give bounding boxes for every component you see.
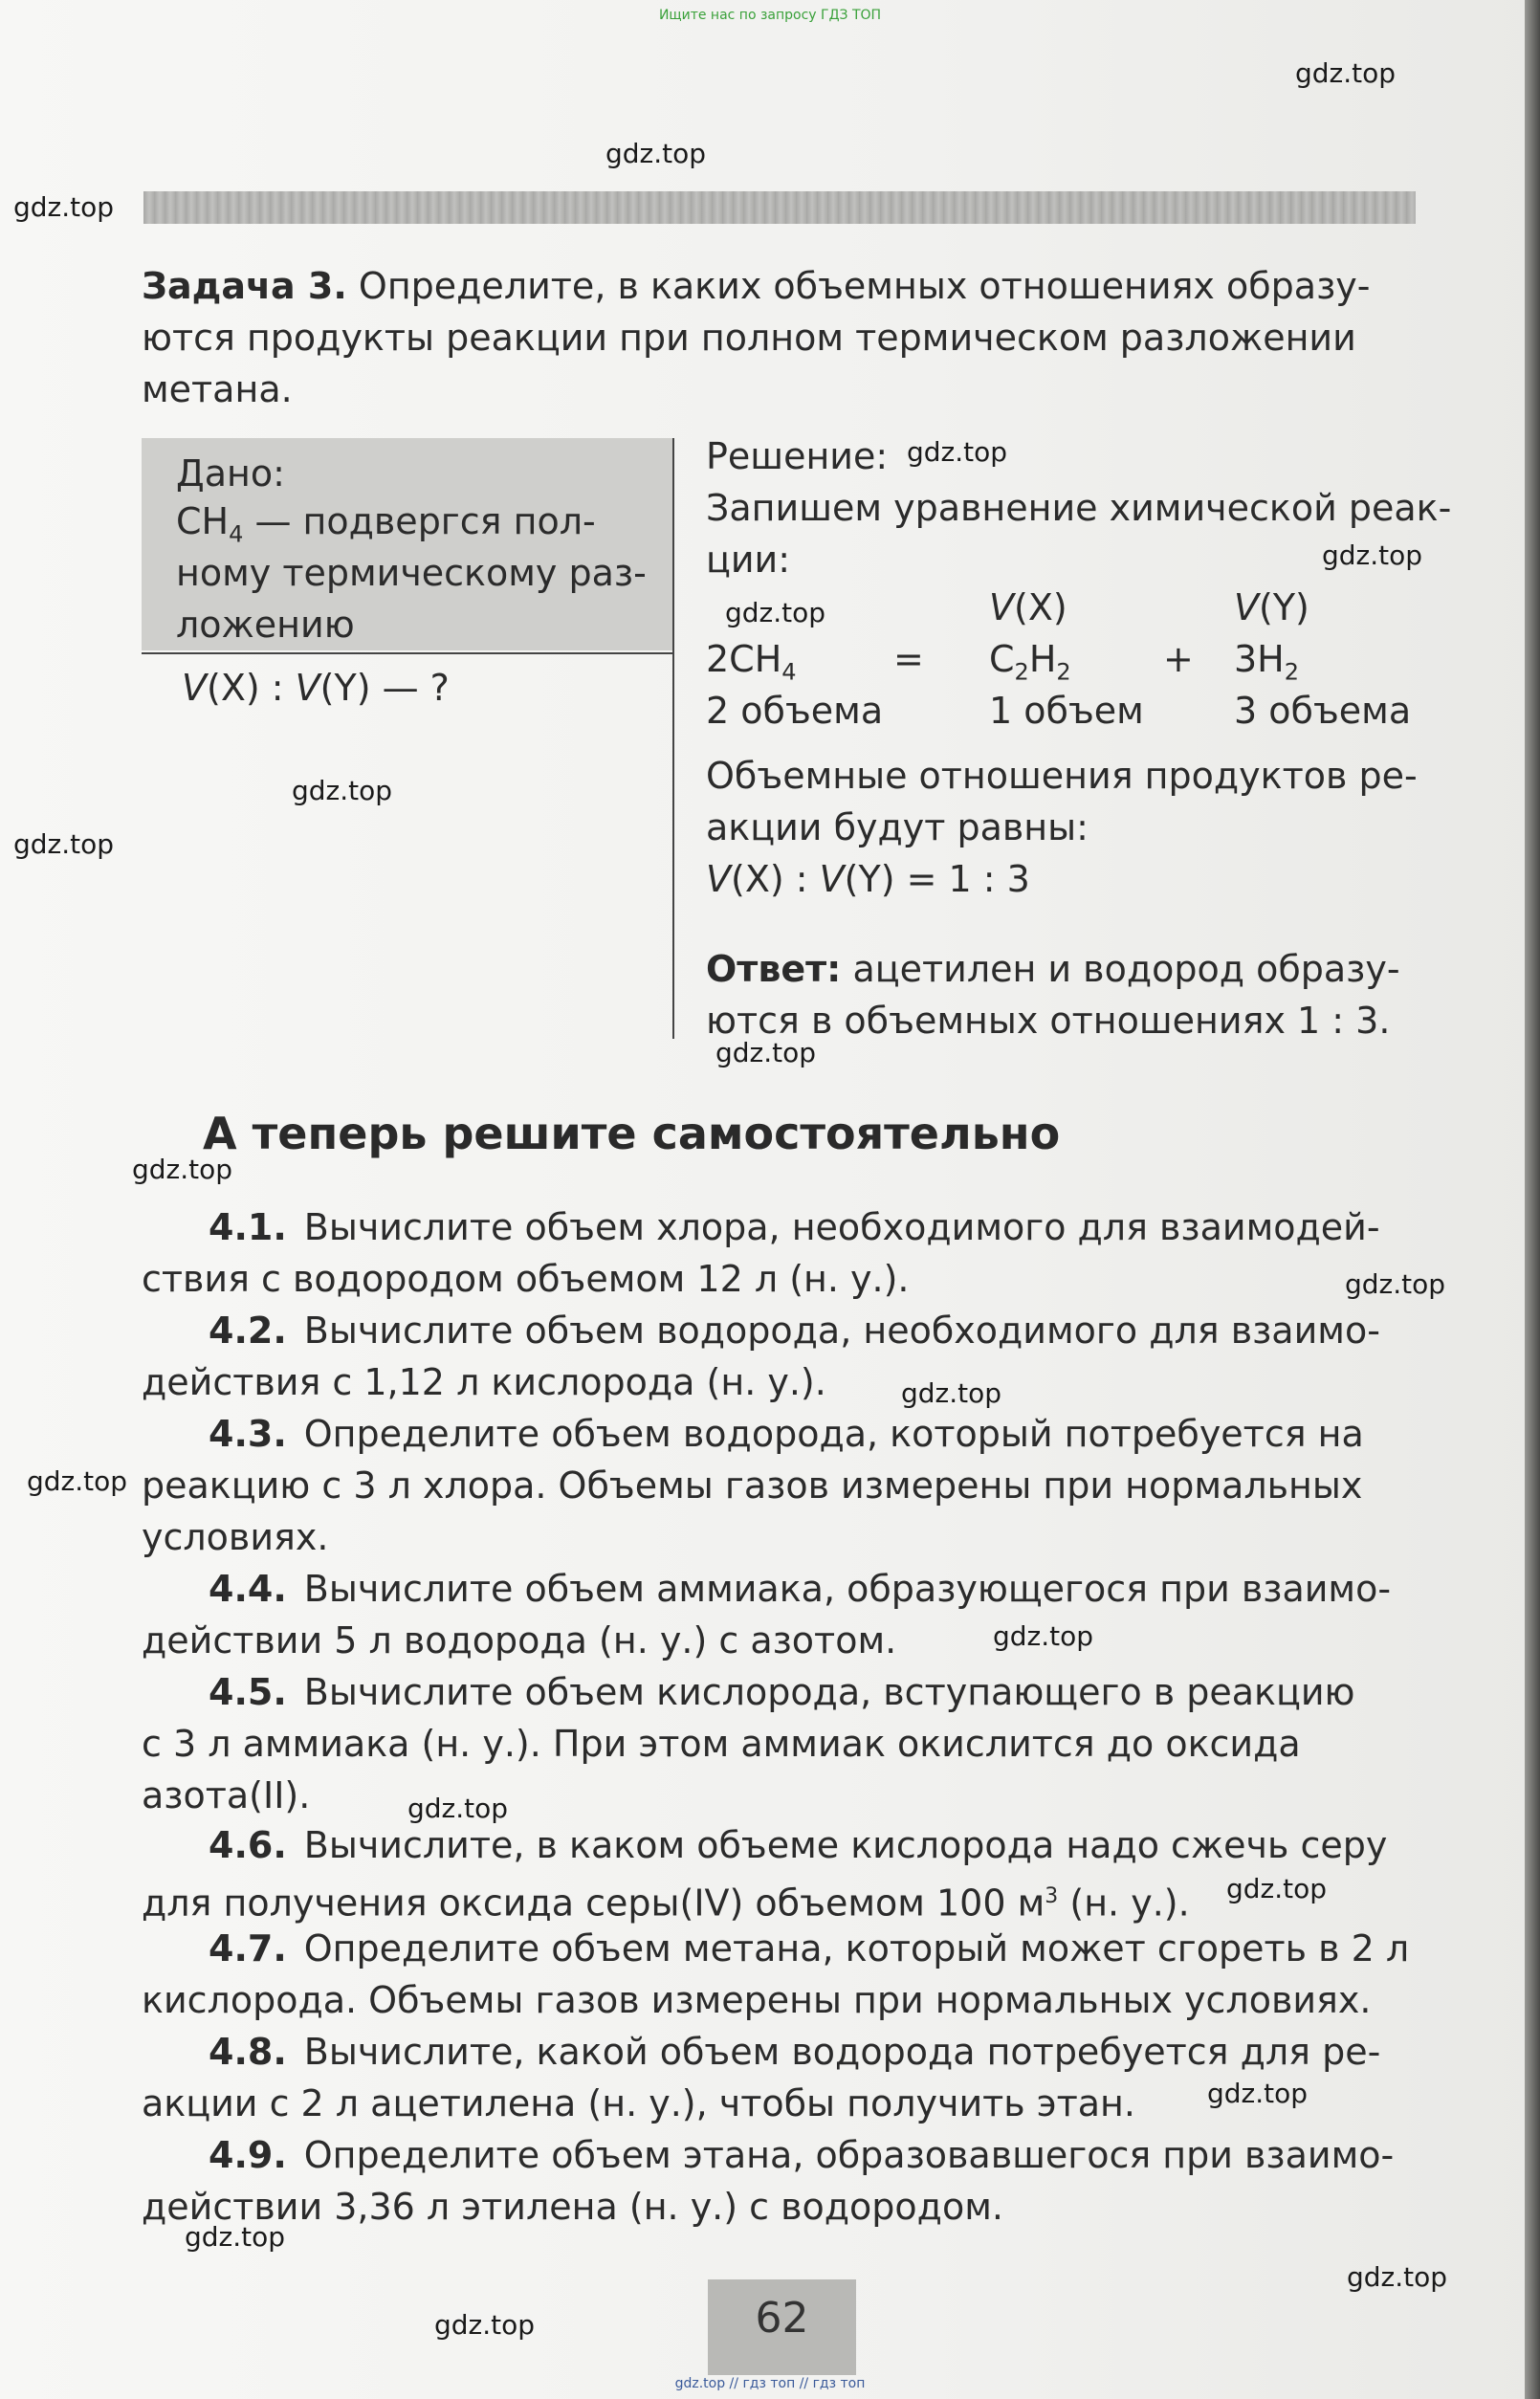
watermark: gdz.top <box>13 191 115 223</box>
given-line-2: ному термическому раз- <box>176 552 647 594</box>
problem-4-7: 4.7. Определите объем метана, который может сгореть в 2 л кислорода. Объемы газов измерены при нормальных условиях. <box>142 1927 1410 2021</box>
watermark: gdz.top <box>292 775 393 806</box>
previous-text-strip <box>143 191 1416 224</box>
watermark: gdz.top <box>185 2221 286 2253</box>
volume-3: 3 объема <box>1234 690 1412 732</box>
problem-4-5: 4.5. Вычислите объем кислорода, вступающего в реакцию с 3 л аммиака (н. у.). При этом аммиак окислится до оксида азота(II). <box>142 1671 1355 1816</box>
solution-line-1: Запишем уравнение химической реак- <box>706 487 1452 529</box>
problem-4-4: 4.4. Вычислите объем аммиака, образующегося при взаимо- действии 5 л водорода (н. у.) с азотом. <box>142 1568 1392 1662</box>
answer-line-1: Ответ: ацетилен и водород образу- <box>706 948 1400 990</box>
watermark: gdz.top <box>1207 2078 1309 2109</box>
answer-label: Ответ: <box>706 948 842 990</box>
task3-line-2: ются продукты реакции при полном термическом разложении <box>142 317 1356 359</box>
watermark: gdz.top <box>901 1377 1002 1409</box>
watermark: gdz.top <box>1345 1268 1446 1300</box>
solution-label: Решение: <box>706 435 889 477</box>
volume-1: 2 объема <box>706 690 884 732</box>
watermark: gdz.top <box>1295 57 1397 89</box>
given-line-3: ложению <box>176 604 355 646</box>
problem-4-2: 4.2. Вычислите объем водорода, необходимого для взаимо- действия с 1,12 л кислорода (н. у.). <box>142 1310 1380 1403</box>
watermark: gdz.top <box>434 2309 536 2341</box>
watermark: gdz.top <box>407 1793 509 1824</box>
watermark: gdz.top <box>907 436 1008 468</box>
given-divider <box>142 652 672 654</box>
watermark: gdz.top <box>715 1037 817 1068</box>
watermark: gdz.top <box>725 597 826 628</box>
answer-line-2: ются в объемных отношениях 1 : 3. <box>706 1000 1391 1042</box>
task3-text-1: Определите, в каких объемных отношениях образу- <box>358 265 1371 307</box>
volume-2: 1 объем <box>989 690 1144 732</box>
ratio-line-1: Объемные отношения продуктов ре- <box>706 755 1418 797</box>
watermark: gdz.top <box>132 1154 233 1185</box>
problem-4-9: 4.9. Определите объем этана, образовавшегося при взаимо- действии 3,36 л этилена (н. у.) с водородом. <box>142 2134 1395 2228</box>
watermark: gdz.top <box>13 828 115 860</box>
page-number: 62 <box>755 2294 809 2343</box>
reactant-formula: $2CH_4$ <box>706 638 797 686</box>
watermark: gdz.top <box>605 138 707 169</box>
bottom-banner[interactable]: gdz.top // гдз топ // гдз топ <box>674 2376 866 2391</box>
given-label: Дано: <box>176 452 285 495</box>
given-solution-divider <box>672 438 674 1039</box>
problem-4-3: 4.3. Определите объем водорода, который потребуется на реакцию с 3 л хлора. Объемы газов измерены при нормальных условиях. <box>142 1413 1364 1558</box>
problem-4-1: 4.1. Вычислите объем хлора, необходимого для взаимодей- ствия с водородом объемом 12 л (н. у.). <box>142 1206 1380 1300</box>
plus-sign: + <box>1163 638 1194 680</box>
watermark: gdz.top <box>1322 539 1423 571</box>
solution-line-2: ции: <box>706 539 791 581</box>
product2-formula: $3H_2$ <box>1234 638 1300 686</box>
volume-y-label: V(Y) <box>1234 586 1309 628</box>
watermark: gdz.top <box>993 1620 1094 1652</box>
ratio-line-2: акции будут равны: <box>706 806 1089 848</box>
product1-formula: $C_2H_2$ <box>989 638 1071 686</box>
watermark: gdz.top <box>1226 1873 1328 1904</box>
watermark: gdz.top <box>27 1465 128 1497</box>
problem-4-6: 4.6. Вычислите, в каком объеме кислорода надо сжечь серу для получения оксида серы(IV) объемом 100 $м^3$ (н. у.). <box>142 1824 1388 1925</box>
watermark: gdz.top <box>1347 2261 1448 2293</box>
ratio-value: V(X) : V(Y) = 1 : 3 <box>706 858 1030 900</box>
given-find: V(X) : V(Y) — ? <box>182 667 450 709</box>
volume-x-label: V(X) <box>989 586 1067 628</box>
given-line-1: $CH_4$ — подвергся пол- <box>176 500 596 548</box>
page-edge-shadow <box>1525 0 1540 2399</box>
section-title: А теперь решите самостоятельно <box>203 1108 1061 1159</box>
equals-sign: = <box>893 638 924 680</box>
task3-title: Задача 3. <box>142 265 347 307</box>
task3-line-1 <box>142 262 1371 310</box>
top-banner[interactable]: Ищите нас по запросу ГДЗ ТОП <box>658 8 882 23</box>
problem-4-8: 4.8. Вычислите, какой объем водорода потребуется для ре- акции с 2 л ацетилена (н. у.), чтобы получить этан. <box>142 2031 1381 2124</box>
task3-line-3: метана. <box>142 368 293 410</box>
